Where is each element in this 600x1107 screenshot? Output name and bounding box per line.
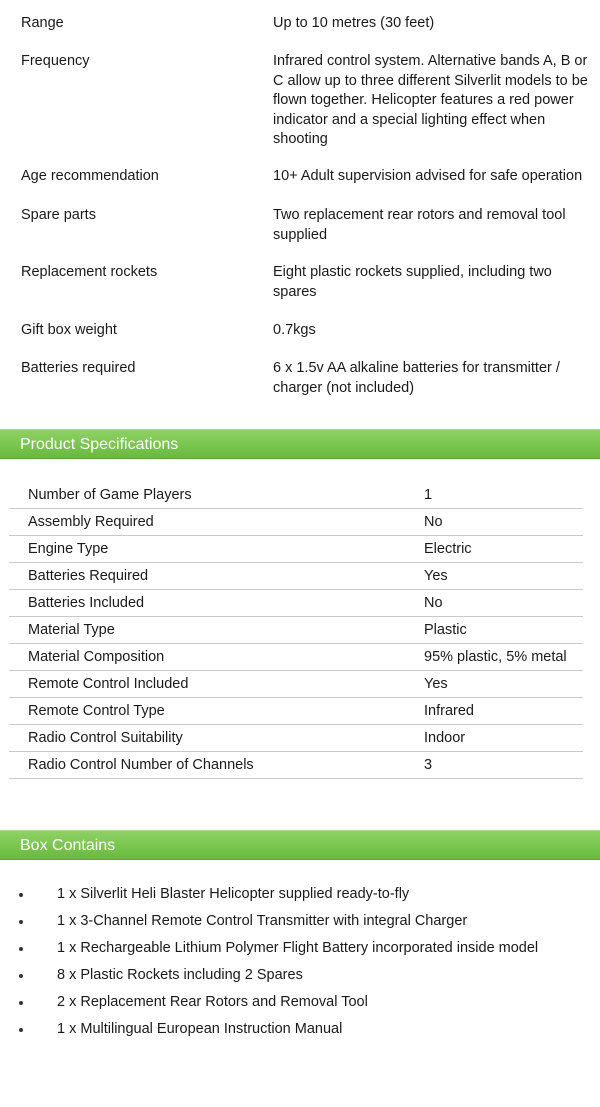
row-value: 3	[424, 757, 433, 773]
spec-label: Age recommendation	[21, 168, 159, 184]
list-item	[0, 911, 600, 931]
table-row	[9, 698, 583, 725]
spec-value: Eight plastic rockets supplied, including two spares	[273, 264, 552, 300]
table-row	[9, 671, 583, 698]
list-item	[0, 884, 600, 904]
row-value: No	[424, 595, 443, 611]
row-label: Radio Control Number of Channels	[28, 757, 254, 773]
spec-value: Up to 10 metres (30 feet)	[273, 15, 435, 31]
spec-value: 0.7kgs	[273, 322, 316, 338]
table-row	[9, 590, 583, 617]
spec-label: Batteries required	[21, 360, 136, 376]
row-value: Yes	[424, 676, 448, 692]
row-label: Material Type	[28, 622, 115, 638]
spec-label: Range	[21, 15, 64, 31]
row-label: Radio Control Suitability	[28, 730, 183, 746]
table-row	[9, 563, 583, 590]
row-label: Material Composition	[28, 649, 165, 665]
list-item	[0, 1019, 600, 1039]
table-row	[9, 752, 583, 779]
table-row	[9, 482, 583, 509]
row-value: Yes	[424, 568, 448, 584]
bullet-icon	[19, 1028, 23, 1032]
row-label: Batteries Required	[28, 568, 149, 584]
spec-label: Spare parts	[21, 207, 96, 223]
spec-value: 10+ Adult supervision advised for safe operation	[273, 168, 583, 184]
list-item-text: 1 x Multilingual European Instruction Manual	[57, 1021, 343, 1037]
spec-value: 6 x 1.5v AA alkaline batteries for transmitter / charger (not included)	[273, 360, 560, 396]
row-value: 95% plastic, 5% metal	[424, 649, 567, 665]
table-row	[9, 725, 583, 752]
table-row	[9, 509, 583, 536]
list-item-text: 1 x Silverlit Heli Blaster Helicopter supplied ready-to-fly	[57, 886, 410, 902]
bullet-icon	[19, 893, 23, 897]
row-label: Assembly Required	[28, 514, 154, 530]
list-item-text: 1 x 3-Channel Remote Control Transmitter with integral Charger	[57, 913, 468, 929]
row-value: Plastic	[424, 622, 467, 638]
spec-label: Frequency	[21, 53, 90, 69]
row-label: Engine Type	[28, 541, 109, 557]
row-value: 1	[424, 487, 433, 503]
product-specifications-header: Product Specifications	[0, 429, 600, 459]
list-item	[0, 992, 600, 1012]
row-label: Number of Game Players	[28, 487, 192, 503]
row-label: Remote Control Type	[28, 703, 165, 719]
row-value: Indoor	[424, 730, 466, 746]
row-label: Remote Control Included	[28, 676, 189, 692]
table-row	[9, 536, 583, 563]
spec-value: Two replacement rear rotors and removal tool supplied	[273, 207, 566, 243]
row-value: Infrared	[424, 703, 474, 719]
table-row	[9, 644, 583, 671]
bullet-icon	[19, 974, 23, 978]
row-value: Electric	[424, 541, 472, 557]
list-item-text: 1 x Rechargeable Lithium Polymer Flight Battery incorporated inside model	[57, 940, 539, 956]
spec-value: Infrared control system. Alternative bands A, B or C allow up to three different Silverlit models to be flown together. Helicopter features a red power indicator and a special lighting effect when shooting	[273, 53, 588, 147]
spec-label: Gift box weight	[21, 322, 117, 338]
list-item	[0, 965, 600, 985]
spec-label: Replacement rockets	[21, 264, 158, 280]
list-item-text: 8 x Plastic Rockets including 2 Spares	[57, 967, 303, 983]
bullet-icon	[19, 947, 23, 951]
table-row	[9, 617, 583, 644]
bullet-icon	[19, 1001, 23, 1005]
box-contains-header: Box Contains	[0, 830, 600, 860]
list-item-text: 2 x Replacement Rear Rotors and Removal Tool	[57, 994, 368, 1010]
row-value: No	[424, 514, 443, 530]
row-label: Batteries Included	[28, 595, 145, 611]
list-item	[0, 938, 600, 958]
bullet-icon	[19, 920, 23, 924]
